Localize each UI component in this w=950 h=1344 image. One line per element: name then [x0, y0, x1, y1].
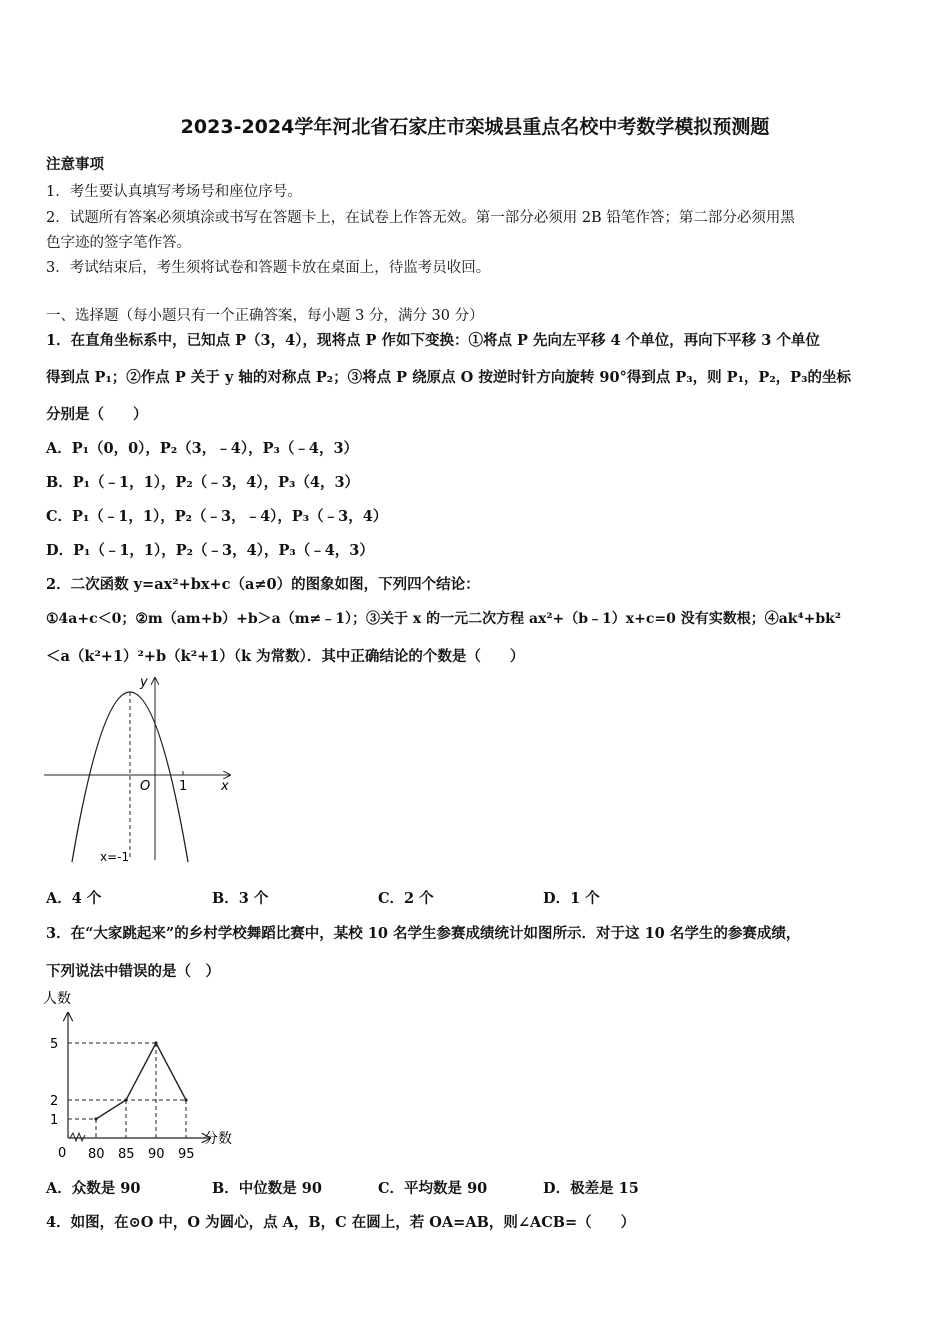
question-1-text: 1．在直角坐标系中，已知点 P（3，4），现将点 P 作如下变换：①将点 P 先向左平移 4 个单位，再向下平移 3 个单位: [46, 332, 820, 349]
notice-item: 色字迹的签字笔作答。: [46, 235, 191, 251]
question-1-text: 得到点 P₁；②作点 P 关于 y 轴的对称点 P₂；③将点 P 绕原点 O 按逆时针方向旋转 90°得到点 P₃，则 P₁，P₂，P₃的坐标: [46, 369, 851, 386]
question-2-text: ＜a（k²+1）²+b（k²+1）（k 为常数）．其中正确结论的个数是（ ）: [46, 648, 525, 665]
origin-label: 0: [58, 1146, 67, 1161]
page-title: 2023-2024学年河北省石家庄市栾城县重点名校中考数学模拟预测题: [180, 116, 770, 138]
question-3-option-b: B．中位数是 90: [212, 1180, 322, 1197]
question-1-text: 分别是（ ）: [46, 406, 148, 423]
score-chart: [40, 985, 250, 1165]
notice-item: 1．考生要认真填写考场号和座位序号。: [46, 184, 302, 200]
question-2-option-d: D．1 个: [543, 890, 600, 907]
origin-label: O: [140, 779, 151, 794]
question-3-option-d: D．极差是 15: [543, 1180, 639, 1197]
data-point: [154, 1041, 157, 1044]
y-tick-label: 2: [50, 1094, 59, 1109]
parabola-graph: [42, 672, 242, 872]
symmetry-label: x=-1: [100, 850, 130, 864]
y-axis-label: 人数: [43, 991, 71, 1007]
question-2-text: ①4a+c＜0；②m（am+b）+b＞a（m≠﹣1）；③关于 x 的一元二次方程 ax²+（b﹣1）x+c=0 没有实数根；④ak⁴+bk²: [46, 611, 841, 627]
question-1-option-a: A．P₁（0，0），P₂（3，﹣4），P₃（﹣4，3）: [46, 440, 359, 457]
question-3-option-a: A．众数是 90: [46, 1180, 141, 1197]
section-heading: 一、选择题（每小题只有一个正确答案，每小题 3 分，满分 30 分）: [46, 308, 484, 324]
notice-heading: 注意事项: [46, 156, 104, 173]
question-1-option-b: B．P₁（﹣1，1），P₂（﹣3，4），P₃（4，3）: [46, 474, 360, 491]
x-label: x: [221, 779, 229, 794]
x-tick-label: 80: [88, 1147, 105, 1162]
question-1-option-d: D．P₁（﹣1，1），P₂（﹣3，4），P₃（﹣4，3）: [46, 542, 374, 559]
data-point: [184, 1098, 187, 1101]
question-3-text: 下列说法中错误的是（ ）: [46, 963, 220, 980]
question-2-option-a: A．4 个: [46, 890, 102, 907]
y-tick-label: 5: [50, 1037, 59, 1052]
one-label: 1: [179, 779, 188, 794]
y-label: y: [140, 675, 148, 690]
series-line: [96, 1043, 186, 1119]
question-2-text: 2．二次函数 y=ax²+bx+c（a≠0）的图象如图，下列四个结论：: [46, 576, 480, 593]
axis-break: [70, 1133, 85, 1141]
question-3-text: 3．在“大家跳起来”的乡村学校舞蹈比赛中，某校 10 名学生参赛成绩统计如图所示．对于这 10 名学生的参赛成绩，: [46, 925, 801, 942]
notice-item: 2．试题所有答案必须填涂或书写在答题卡上，在试卷上作答无效。第一部分必须用 2B 铅笔作答；第二部分必须用黑: [46, 210, 795, 226]
notice-item: 3．考试结束后，考生须将试卷和答题卡放在桌面上，待监考员收回。: [46, 260, 491, 276]
question-2-option-c: C．2 个: [378, 890, 434, 907]
question-3-option-c: C．平均数是 90: [378, 1180, 488, 1197]
x-tick-label: 85: [118, 1147, 135, 1162]
x-tick-label: 95: [178, 1147, 195, 1162]
question-4-text: 4．如图，在⊙O 中，O 为圆心，点 A，B，C 在圆上，若 OA=AB，则∠ACB=（ ）: [46, 1214, 636, 1231]
question-1-option-c: C．P₁（﹣1，1），P₂（﹣3，﹣4），P₃（﹣3，4）: [46, 508, 388, 525]
data-point: [124, 1098, 127, 1101]
x-axis-label: 分数: [204, 1131, 232, 1147]
data-point: [94, 1117, 97, 1120]
y-tick-label: 1: [50, 1113, 59, 1128]
x-tick-label: 90: [148, 1147, 165, 1162]
question-2-option-b: B．3 个: [212, 890, 269, 907]
